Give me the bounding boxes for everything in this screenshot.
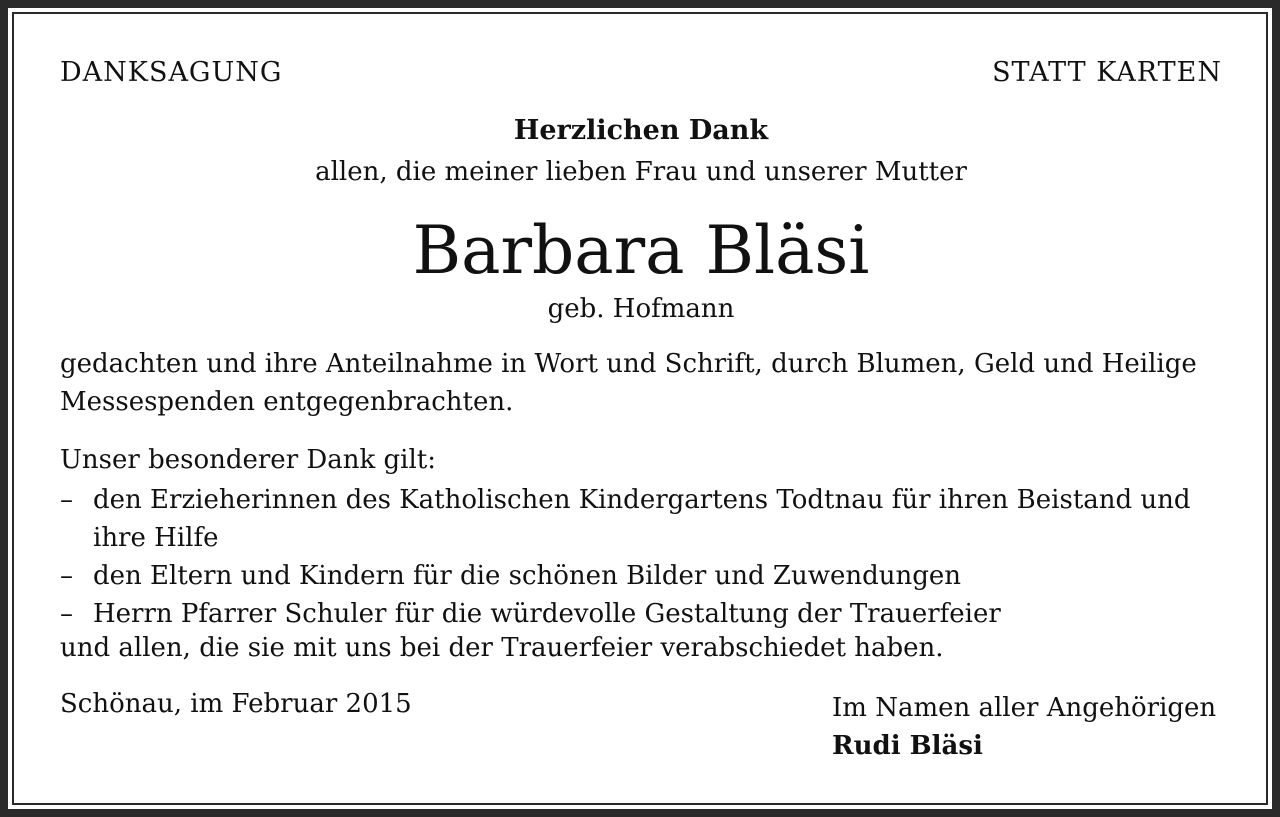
signature-block bbox=[832, 689, 1216, 765]
signer-name: Rudi Bläsi bbox=[832, 731, 983, 761]
list-item bbox=[60, 481, 1222, 557]
on-behalf-line: Im Namen aller Angehörigen bbox=[832, 693, 1217, 723]
special-thanks-intro: Unser besonderer Dank gilt: bbox=[60, 445, 436, 475]
header-statt-karten: STATT KARTEN bbox=[992, 57, 1222, 88]
place-date: Schönau, im Februar 2015 bbox=[60, 689, 412, 719]
closing-line: und allen, die sie mit uns bei der Trauerfeier verabschiedet haben. bbox=[60, 633, 944, 663]
body-line-2: Messespenden entgegenbrachten. bbox=[60, 387, 514, 417]
deceased-name: Barbara Bläsi bbox=[412, 212, 870, 289]
list-item-text: Herrn Pfarrer Schuler für die würdevolle Gestaltung der Trauerfeier bbox=[93, 599, 1001, 629]
notice-title: Herzlichen Dank bbox=[513, 115, 769, 146]
list-item bbox=[60, 557, 1222, 595]
special-thanks-list bbox=[60, 481, 1222, 633]
header-danksagung: DANKSAGUNG bbox=[60, 57, 283, 88]
dash-marker: – bbox=[60, 599, 73, 629]
dash-marker: – bbox=[60, 561, 73, 591]
list-item-text: den Erzieherinnen des Katholischen Kindergartens Todtnau für ihren Beistand und bbox=[93, 485, 1191, 515]
list-item-text-continued: ihre Hilfe bbox=[93, 523, 219, 553]
list-item bbox=[60, 595, 1222, 633]
dedication-line: allen, die meiner lieben Frau und unserer Mutter bbox=[315, 157, 967, 187]
maiden-name: geb. Hofmann bbox=[547, 294, 735, 324]
body-line-1: gedachten und ihre Anteilnahme in Wort und Schrift, durch Blumen, Geld und Heilige bbox=[60, 349, 1197, 379]
dash-marker: – bbox=[60, 485, 73, 515]
list-item-text: den Eltern und Kindern für die schönen Bilder und Zuwendungen bbox=[93, 561, 962, 591]
